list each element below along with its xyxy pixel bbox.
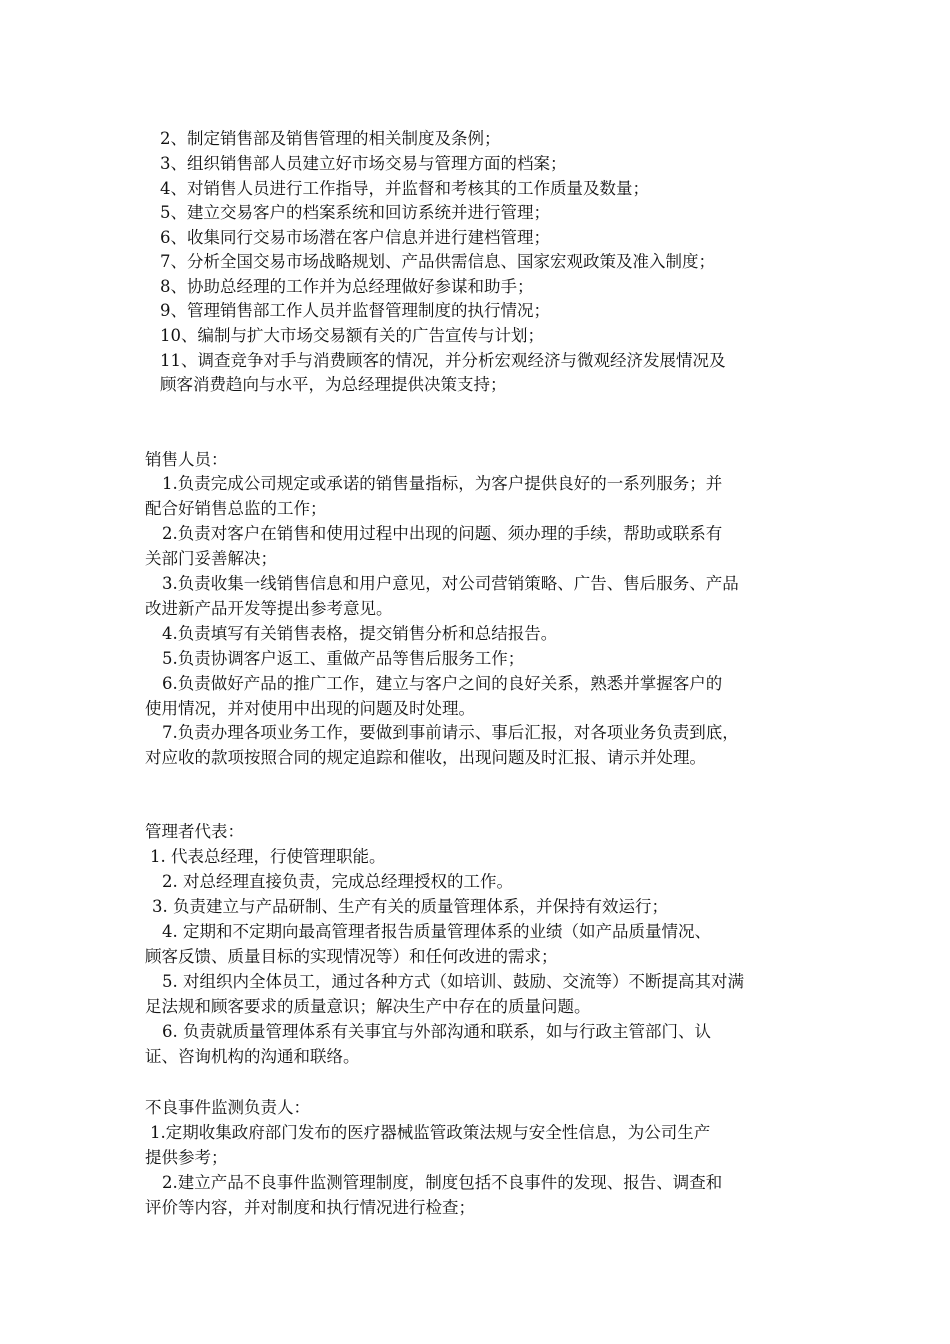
duty-item: 3.负责收集一线销售信息和用户意见，对公司营销策略、广告、售后服务、产品 [162, 574, 739, 593]
duty-item-continuation: 证、咨询机构的沟通和联络。 [145, 1047, 360, 1066]
duty-item-continuation: 配合好销售总监的工作； [145, 499, 327, 518]
section-heading: 管理者代表： [145, 822, 244, 841]
duty-item: 1. 代表总经理，行使管理职能。 [150, 847, 386, 866]
duty-item: 9、管理销售部工作人员并监督管理制度的执行情况； [160, 301, 550, 320]
duty-item-continuation: 评价等内容，并对制度和执行情况进行检查； [145, 1198, 475, 1217]
duty-item-continuation: 改进新产品开发等提出参考意见。 [145, 599, 393, 618]
duty-item: 5. 对组织内全体员工，通过各种方式（如培训、鼓励、交流等）不断提高其对满 [162, 972, 744, 991]
duty-item: 2.负责对客户在销售和使用过程中出现的问题、须办理的手续，帮助或联系有 [162, 524, 723, 543]
duty-item: 2. 对总经理直接负责，完成总经理授权的工作。 [162, 872, 513, 891]
duty-item: 3、组织销售部人员建立好市场交易与管理方面的档案； [160, 154, 567, 173]
duty-item: 1.定期收集政府部门发布的医疗器械监管政策法规与安全性信息，为公司生产 [150, 1123, 711, 1142]
duty-item: 8、协助总经理的工作并为总经理做好参谋和助手； [160, 277, 534, 296]
duty-item: 7.负责办理各项业务工作，要做到事前请示、事后汇报，对各项业务负责到底， [162, 723, 739, 742]
duty-item: 6.负责做好产品的推广工作，建立与客户之间的良好关系，熟悉并掌握客户的 [162, 674, 723, 693]
duty-item-continuation: 顾客消费趋向与水平，为总经理提供决策支持； [160, 375, 507, 394]
duty-item: 4.负责填写有关销售表格，提交销售分析和总结报告。 [162, 624, 558, 643]
section-heading: 销售人员： [145, 450, 228, 469]
duty-item-continuation: 使用情况，并对使用中出现的问题及时处理。 [145, 699, 475, 718]
duty-item: 6. 负责就质量管理体系有关事宜与外部沟通和联系，如与行政主管部门、认 [162, 1022, 711, 1041]
duty-item-continuation: 提供参考； [145, 1148, 228, 1167]
duty-item: 7、分析全国交易市场战略规划、产品供需信息、国家宏观政策及准入制度； [160, 252, 715, 271]
duty-item-continuation: 关部门妥善解决； [145, 549, 277, 568]
duty-item: 11、调查竞争对手与消费顾客的情况，并分析宏观经济与微观经济发展情况及 [160, 351, 726, 370]
duty-item-continuation: 对应收的款项按照合同的规定追踪和催收，出现问题及时汇报、请示并处理。 [145, 748, 706, 767]
duty-item: 4. 定期和不定期向最高管理者报告质量管理体系的业绩（如产品质量情况、 [162, 922, 711, 941]
duty-item: 4、对销售人员进行工作指导，并监督和考核其的工作质量及数量； [160, 179, 649, 198]
duty-item: 5、建立交易客户的档案系统和回访系统并进行管理； [160, 203, 550, 222]
duty-item-continuation: 顾客反馈、质量目标的实现情况等）和任何改进的需求； [145, 947, 558, 966]
duty-item: 10、编制与扩大市场交易额有关的广告宣传与计划； [160, 326, 544, 345]
section-heading: 不良事件监测负责人： [145, 1098, 310, 1117]
duty-item: 2.建立产品不良事件监测管理制度，制度包括不良事件的发现、报告、调查和 [162, 1173, 723, 1192]
duty-item: 3. 负责建立与产品研制、生产有关的质量管理体系，并保持有效运行； [152, 897, 668, 916]
duty-item: 1.负责完成公司规定或承诺的销售量指标，为客户提供良好的一系列服务；并 [162, 474, 723, 493]
duty-item: 2、制定销售部及销售管理的相关制度及条例； [160, 129, 501, 148]
duty-item: 5.负责协调客户返工、重做产品等售后服务工作； [162, 649, 525, 668]
duty-item-continuation: 足法规和顾客要求的质量意识；解决生产中存在的质量问题。 [145, 997, 591, 1016]
duty-item: 6、收集同行交易市场潜在客户信息并进行建档管理； [160, 228, 550, 247]
